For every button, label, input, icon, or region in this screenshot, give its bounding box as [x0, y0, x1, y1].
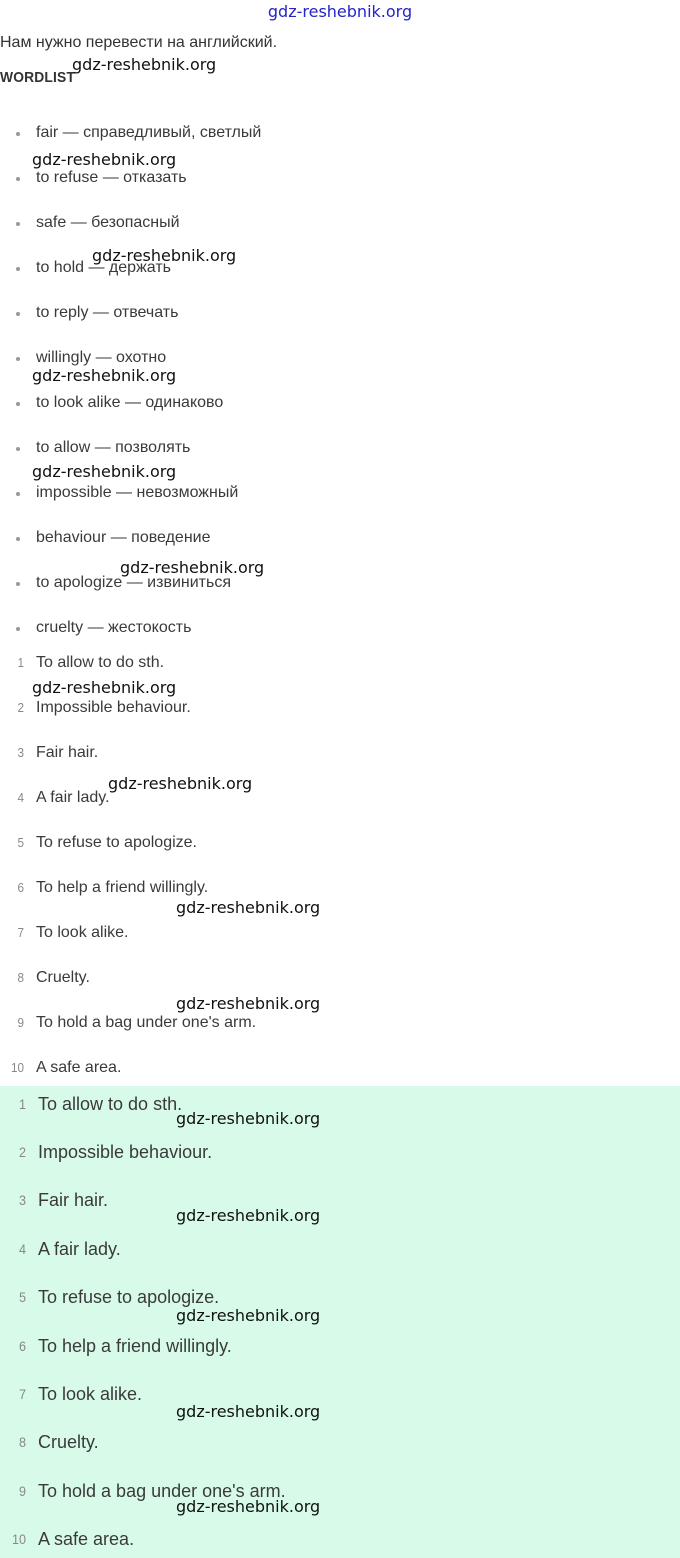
wordlist-item-text: to look alike — одинаково: [36, 394, 224, 411]
wordlist-item-text: to allow — позволять: [36, 439, 191, 456]
bullet-icon: [16, 312, 20, 316]
item-number: 1: [17, 655, 24, 670]
bullet-icon: [16, 627, 20, 631]
item-text: To hold a bag under one's arm.: [36, 1014, 257, 1031]
answer-text: A safe area.: [38, 1529, 135, 1549]
item-number: 3: [17, 745, 24, 760]
item-number: 4: [17, 790, 24, 805]
wordlist-item-text: willingly — охотно: [36, 349, 167, 366]
bullet-icon: [16, 222, 20, 226]
answer-text: To help a friend willingly.: [38, 1336, 232, 1356]
watermark: gdz-reshebnik.org: [32, 150, 177, 169]
wordlist-item-text: fair — справедливый, светлый: [36, 124, 262, 141]
watermark: gdz-reshebnik.org: [176, 1109, 321, 1128]
bullet-icon: [16, 402, 20, 406]
watermark: gdz-reshebnik.org: [32, 366, 177, 385]
watermark: gdz-reshebnik.org: [108, 774, 253, 793]
item-text: A safe area.: [36, 1059, 122, 1076]
item-text: Impossible behaviour.: [36, 699, 191, 716]
answer-number: 9: [18, 1483, 26, 1499]
watermark: gdz-reshebnik.org: [176, 1306, 321, 1325]
bullet-icon: [16, 357, 20, 361]
watermark: gdz-reshebnik.org: [176, 1206, 321, 1225]
wordlist-item-text: cruelty — жестокость: [36, 619, 192, 636]
answer-number: 1: [18, 1096, 26, 1112]
bullet-icon: [16, 537, 20, 541]
answer-text: A fair lady.: [38, 1239, 121, 1259]
item-text: To look alike.: [36, 924, 129, 941]
answer-box: [0, 1086, 680, 1558]
wordlist-item-text: safe — безопасный: [36, 214, 180, 231]
item-number: 6: [17, 880, 24, 895]
item-text: A fair lady.: [36, 789, 110, 806]
item-text: Fair hair.: [36, 744, 99, 761]
answer-text: Fair hair.: [38, 1190, 109, 1210]
answer-number: 6: [18, 1338, 26, 1354]
item-number: 9: [17, 1015, 24, 1030]
item-number: 10: [10, 1060, 24, 1075]
answer-text: To hold a bag under one's arm.: [38, 1481, 286, 1501]
watermark: gdz-reshebnik.org: [32, 678, 177, 697]
watermark: gdz-reshebnik.org: [176, 898, 321, 917]
answer-text: To allow to do sth.: [38, 1094, 183, 1114]
watermark: gdz-reshebnik.org: [72, 55, 217, 74]
item-text: To help a friend willingly.: [36, 879, 209, 896]
item-number: 7: [17, 925, 24, 940]
intro-text: Нам нужно перевести на английский.: [0, 34, 278, 51]
watermark: gdz-reshebnik.org: [92, 246, 237, 265]
answer-number: 4: [18, 1241, 26, 1257]
item-text: To refuse to apologize.: [36, 834, 197, 851]
item-text: To allow to do sth.: [36, 654, 165, 671]
wordlist-item-text: to reply — отвечать: [36, 304, 179, 321]
watermark: gdz-reshebnik.org: [176, 1497, 321, 1516]
bullet-icon: [16, 582, 20, 586]
answer-text: Impossible behaviour.: [38, 1142, 213, 1162]
answer-number: 8: [18, 1434, 26, 1450]
answer-number: 5: [18, 1289, 26, 1305]
watermark: gdz-reshebnik.org: [120, 558, 265, 577]
answer-text: To refuse to apologize.: [38, 1287, 220, 1307]
item-number: 5: [17, 835, 24, 850]
watermark: gdz-reshebnik.org: [176, 994, 321, 1013]
answer-number: 7: [18, 1386, 26, 1402]
watermark: gdz-reshebnik.org: [176, 1402, 321, 1421]
wordlist-item-text: to apologize — извиниться: [36, 574, 231, 591]
item-text: Cruelty.: [36, 969, 90, 986]
wordlist-item-text: to refuse — отказать: [36, 169, 187, 186]
bullet-icon: [16, 177, 20, 181]
wordlist-item-text: impossible — невозможный: [36, 484, 239, 501]
site-logo[interactable]: gdz-reshebnik.org: [267, 2, 413, 21]
answer-number: 2: [18, 1144, 26, 1160]
wordlist-item-text: behaviour — поведение: [36, 529, 211, 546]
wordlist-heading: WORDLIST: [0, 69, 76, 86]
answer-text: To look alike.: [38, 1384, 143, 1404]
bullet-icon: [16, 267, 20, 271]
bullet-icon: [16, 447, 20, 451]
item-number: 2: [17, 700, 24, 715]
wordlist-item-text: to hold — держать: [36, 259, 171, 276]
item-number: 8: [17, 970, 24, 985]
watermark: gdz-reshebnik.org: [32, 462, 177, 481]
answer-number: 10: [11, 1531, 26, 1547]
answer-text: Cruelty.: [38, 1432, 99, 1452]
bullet-icon: [16, 132, 20, 136]
bullet-icon: [16, 492, 20, 496]
answer-number: 3: [18, 1192, 26, 1208]
